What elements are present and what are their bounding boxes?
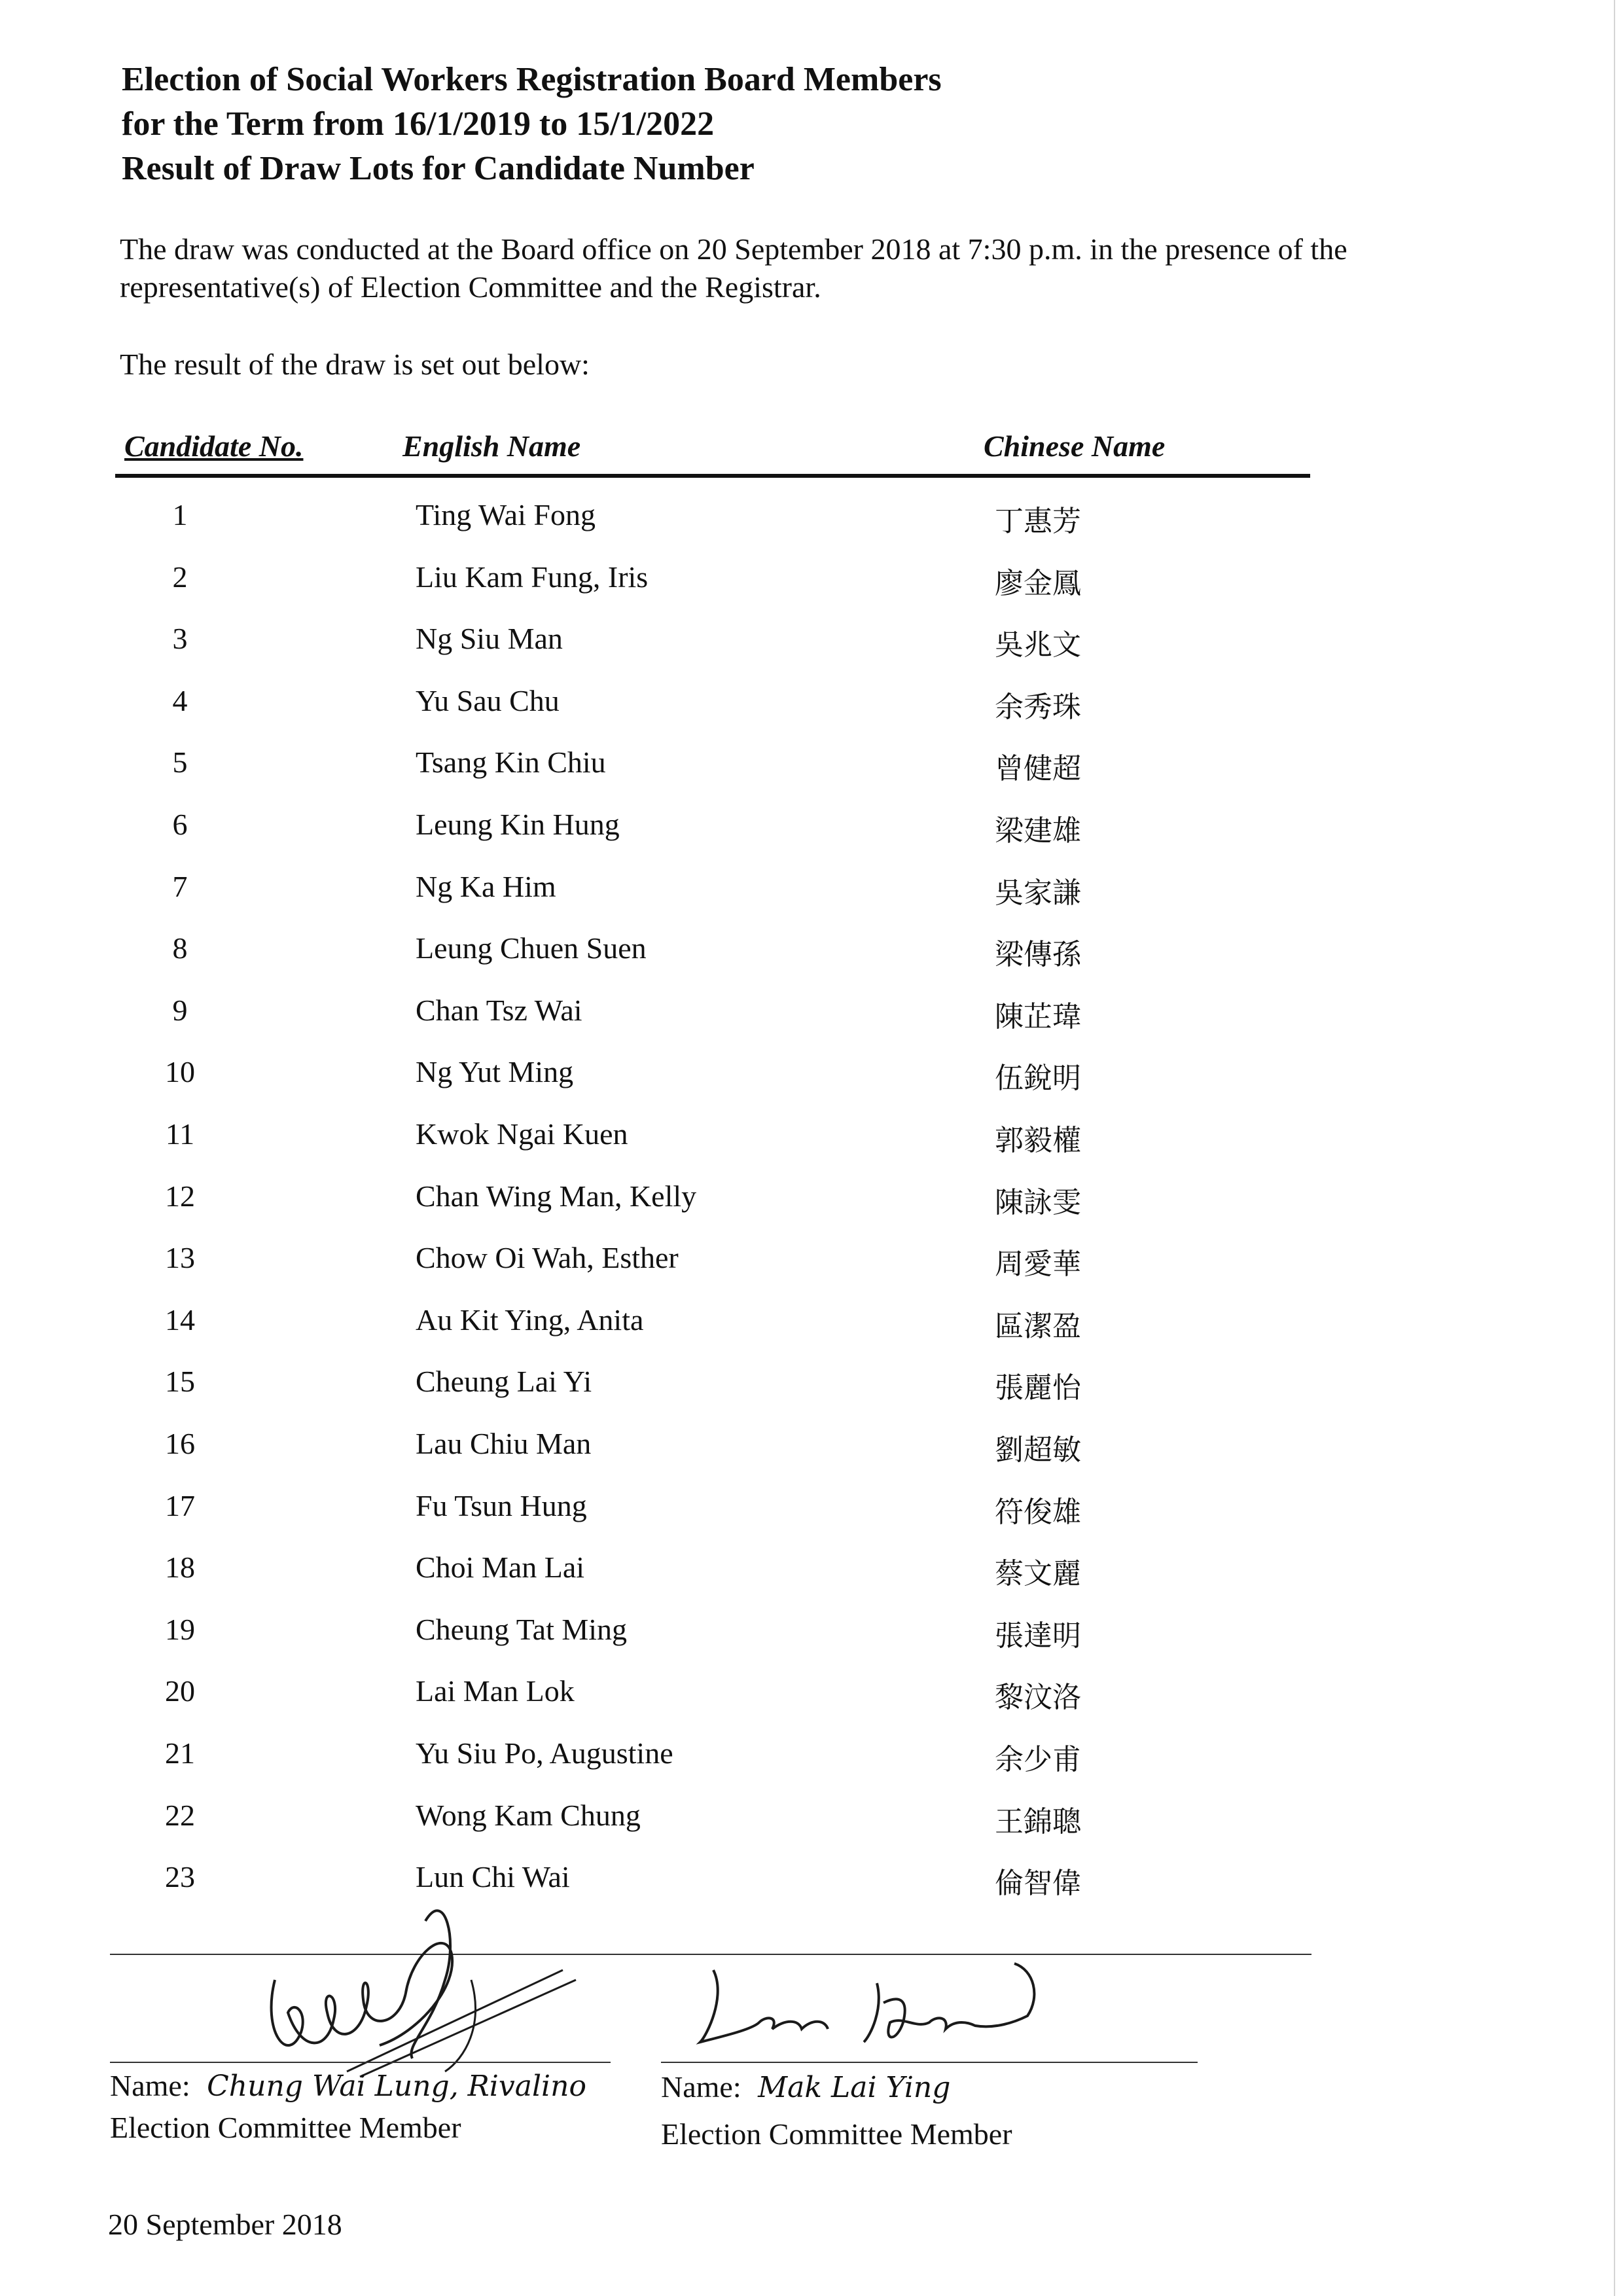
candidate-chinese-name: 曾健超	[995, 752, 1081, 786]
table-row	[0, 497, 1440, 559]
signature-1-line	[110, 2062, 611, 2063]
candidate-chinese-name: 陳芷瑋	[995, 999, 1081, 1033]
candidate-chinese-name: 張麗怡	[995, 1371, 1081, 1405]
candidate-number: 13	[165, 1241, 195, 1275]
table-row	[0, 1798, 1440, 1859]
document-title	[122, 58, 942, 191]
candidate-chinese-name: 伍銳明	[995, 1062, 1081, 1096]
candidate-number: 23	[165, 1860, 195, 1894]
candidate-number: 4	[172, 683, 188, 717]
candidate-chinese-name: 吳兆文	[995, 628, 1081, 662]
candidate-number: 14	[165, 1302, 195, 1336]
candidate-english-name: Liu Kam Fung, Iris	[416, 560, 649, 594]
title-line-3: Result of Draw Lots for Candidate Number	[122, 150, 755, 187]
table-row	[0, 621, 1440, 683]
signature-2-scribble	[687, 1957, 1054, 2062]
candidate-english-name: Chan Wing Man, Kelly	[416, 1179, 697, 1213]
candidate-chinese-name: 蔡文麗	[995, 1557, 1081, 1591]
table-row	[0, 1426, 1440, 1488]
candidate-english-name: Ng Siu Man	[416, 622, 563, 656]
table-row	[0, 993, 1440, 1054]
candidate-chinese-name: 張達明	[995, 1619, 1081, 1653]
candidate-english-name: Leung Kin Hung	[416, 808, 620, 841]
candidate-number: 22	[165, 1798, 195, 1832]
table-row	[0, 1302, 1440, 1364]
header-chinese-name: Chinese Name	[984, 429, 1166, 463]
candidate-english-name: Au Kit Ying, Anita	[416, 1302, 644, 1336]
candidate-english-name: Ng Ka Him	[416, 869, 556, 903]
candidate-english-name: Choi Man Lai	[416, 1551, 585, 1585]
candidate-chinese-name: 黎汶洛	[995, 1681, 1081, 1715]
candidate-english-name: Ting Wai Fong	[416, 498, 596, 531]
candidate-number: 11	[165, 1117, 195, 1151]
header-rule	[115, 474, 1310, 478]
candidate-number: 16	[165, 1427, 195, 1460]
table-row	[0, 931, 1440, 992]
candidate-english-name: Yu Sau Chu	[416, 683, 560, 717]
candidate-english-name: Lai Man Lok	[416, 1674, 575, 1708]
signature-2-name-label: Name:	[661, 2070, 741, 2104]
candidate-chinese-name: 王錦聰	[995, 1804, 1081, 1839]
candidate-number: 7	[172, 869, 188, 903]
header-english-name: English Name	[402, 429, 581, 463]
title-line-1: Election of Social Workers Registration Board Members	[122, 61, 942, 98]
scan-edge-artifact	[1614, 0, 1615, 2296]
candidate-number: 15	[165, 1365, 195, 1399]
candidate-english-name: Chow Oi Wah, Esther	[416, 1241, 679, 1275]
candidate-number: 9	[172, 993, 188, 1027]
candidate-english-name: Lau Chiu Man	[416, 1427, 592, 1460]
signature-1-scribble	[249, 1901, 589, 2085]
signature-1-name: Chung Wai Lung, Rivalino	[207, 2070, 586, 2103]
candidate-english-name: Kwok Ngai Kuen	[416, 1117, 628, 1151]
header-candidate-no: Candidate No.	[124, 429, 304, 463]
table-row	[0, 1488, 1440, 1550]
candidate-chinese-name: 廖金鳳	[995, 566, 1081, 600]
signature-2-name: Mak Lai Ying	[758, 2071, 951, 2104]
table-row	[0, 1674, 1440, 1735]
candidate-english-name: Wong Kam Chung	[416, 1798, 641, 1832]
candidate-english-name: Cheung Tat Ming	[416, 1612, 628, 1646]
table-row	[0, 1117, 1440, 1178]
candidate-number: 18	[165, 1551, 195, 1585]
signature-2-line	[661, 2062, 1198, 2063]
candidate-number: 10	[165, 1055, 195, 1089]
table-row	[0, 1612, 1440, 1674]
table-row	[0, 1364, 1440, 1426]
candidate-number: 17	[165, 1488, 195, 1522]
candidate-english-name: Chan Tsz Wai	[416, 993, 582, 1027]
table-row	[0, 869, 1440, 931]
table-row	[0, 745, 1440, 806]
intro-paragraph: The draw was conducted at the Board office on 20 September 2018 at 7:30 p.m. in the presence of the representative(s) of Election Committee and the Registrar.	[120, 232, 1347, 304]
signature-1-name-label: Name:	[110, 2069, 190, 2102]
candidate-number: 5	[172, 745, 188, 780]
candidate-chinese-name: 陳詠雯	[995, 1185, 1081, 1219]
table-row	[0, 560, 1440, 621]
candidate-number: 1	[172, 498, 188, 531]
candidate-english-name: Ng Yut Ming	[416, 1055, 574, 1089]
intro-result-line: The result of the draw is set out below:	[120, 348, 590, 381]
candidate-english-name: Fu Tsun Hung	[416, 1488, 587, 1522]
candidate-chinese-name: 倫智偉	[995, 1867, 1081, 1901]
table-row	[0, 1054, 1440, 1116]
candidate-chinese-name: 吳家謙	[995, 876, 1081, 910]
candidate-chinese-name: 丁惠芳	[995, 505, 1081, 538]
candidate-number: 19	[165, 1612, 195, 1646]
candidate-number: 3	[172, 622, 188, 656]
candidate-chinese-name: 梁傳孫	[995, 938, 1081, 972]
candidate-number: 8	[172, 931, 188, 965]
table-row	[0, 1736, 1440, 1797]
table-row	[0, 1179, 1440, 1240]
signature-1-role: Election Committee Member	[110, 2111, 461, 2144]
candidate-chinese-name: 余少甫	[995, 1743, 1081, 1776]
signature-1-name-row	[110, 2067, 586, 2106]
table-row	[0, 807, 1440, 869]
candidate-english-name: Yu Siu Po, Augustine	[416, 1736, 673, 1770]
candidate-chinese-name: 梁建雄	[995, 814, 1081, 848]
candidate-chinese-name: 余秀珠	[995, 690, 1081, 724]
candidate-chinese-name: 郭毅權	[995, 1124, 1081, 1157]
candidate-number: 12	[165, 1179, 195, 1213]
candidate-english-name: Cheung Lai Yi	[416, 1365, 592, 1399]
title-line-2: for the Term from 16/1/2019 to 15/1/2022	[122, 105, 715, 143]
candidate-number: 6	[172, 808, 188, 841]
candidate-english-name: Leung Chuen Suen	[416, 931, 647, 965]
table-row	[0, 1240, 1440, 1302]
table-row	[0, 683, 1440, 745]
signature-2-role: Election Committee Member	[661, 2117, 1012, 2151]
table-row	[0, 1550, 1440, 1611]
candidate-english-name: Lun Chi Wai	[416, 1860, 570, 1894]
candidate-chinese-name: 周愛華	[995, 1247, 1081, 1282]
table-row	[0, 1859, 1440, 1921]
candidate-number: 2	[172, 560, 188, 594]
candidate-english-name: Tsang Kin Chiu	[416, 745, 606, 780]
candidate-chinese-name: 符俊雄	[995, 1495, 1081, 1529]
footer-date: 20 September 2018	[108, 2208, 342, 2241]
candidate-chinese-name: 區潔盈	[995, 1309, 1081, 1343]
candidate-number: 21	[165, 1736, 195, 1770]
signature-2-name-row	[661, 2068, 950, 2107]
candidate-number: 20	[165, 1674, 195, 1708]
candidate-chinese-name: 劉超敏	[995, 1433, 1081, 1467]
